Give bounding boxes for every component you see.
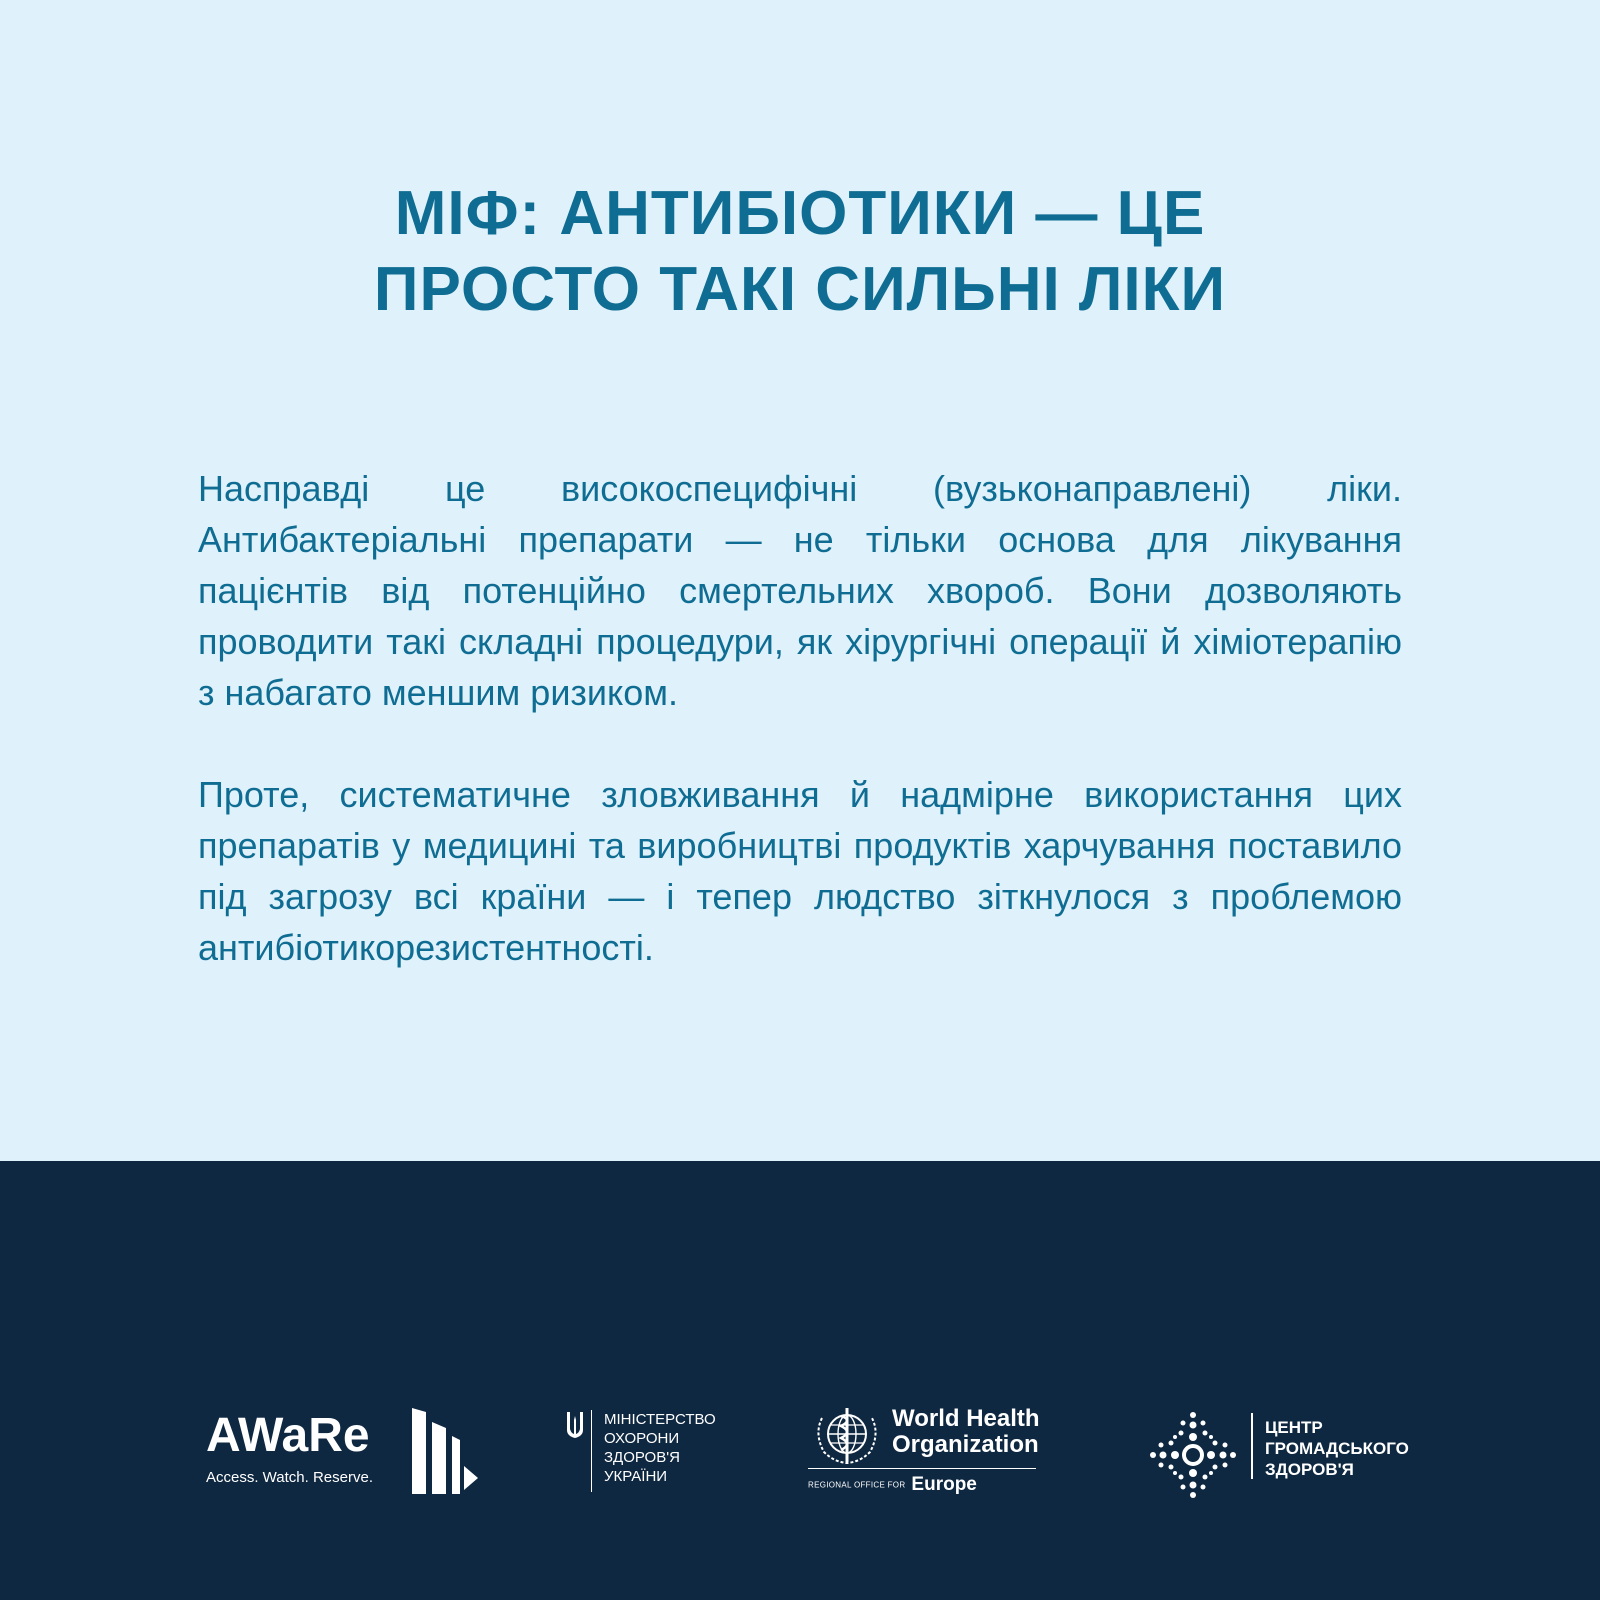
cgz-divider [1251,1413,1253,1479]
public-health-center-logo [1145,1409,1409,1499]
cgz-line-1: ЦЕНТР [1265,1418,1323,1437]
aware-tagline: Access. Watch. Reserve. [206,1469,373,1486]
paragraph-2: Проте, систематичне зловживання й надмірне використання цих препаратів у медицині та виробництві продуктів харчування поставило під загрозу всі країни — і тепер людство зіткнулося з проблемою антибіотикорезистентності. [198,774,1402,968]
paragraph-1: Насправді це високоспецифічні (вузьконаправлені) ліки. Антибактеріальні препарати — не тільки основа для лікування пацієнтів від потенційно смертельних хвороб. Вони дозволяють проводити такі складні процедури, як хірургічні операції й хіміотерапію з набагато меншим ризиком. [198,468,1402,713]
who-name-line-2: Organization [892,1431,1039,1458]
aware-logo [206,1408,486,1498]
aware-wordmark: AWaRe [206,1409,370,1462]
article-body [198,463,1402,973]
cgz-name [1265,1417,1409,1480]
who-name [892,1406,1040,1458]
page-title [0,176,1600,328]
who-emblem-icon [808,1406,886,1466]
cgz-line-2: ГРОМАДСЬКОГО [1265,1439,1409,1458]
who-region-prefix: REGIONAL OFFICE FOR [808,1480,906,1490]
ministry-line-3: ЗДОРОВ'Я [604,1449,680,1466]
title-line-2: ПРОСТО ТАКІ СИЛЬНІ ЛІКИ [373,255,1227,324]
ministry-line-2: ОХОРОНИ [604,1430,680,1447]
aware-arrow-icon [412,1408,486,1496]
dots-cross-icon [1145,1409,1241,1501]
ministry-line-1: МІНІСТЕРСТВО [604,1411,716,1428]
who-region [808,1474,977,1496]
footer-logos [0,1161,1600,1600]
title-line-1: МІФ: АНТИБІОТИКИ — ЦЕ [394,179,1206,248]
cgz-line-3: ЗДОРОВ'Я [1265,1460,1354,1479]
ministry-logo [565,1410,715,1500]
who-region-name: Europe [911,1474,977,1495]
ministry-name [604,1410,716,1486]
who-name-line-1: World Health [892,1405,1040,1432]
trident-icon [565,1410,585,1440]
ministry-line-4: УКРАЇНИ [604,1468,668,1485]
who-europe-logo [808,1406,1048,1506]
ministry-divider [591,1410,592,1492]
who-divider [808,1468,1036,1469]
